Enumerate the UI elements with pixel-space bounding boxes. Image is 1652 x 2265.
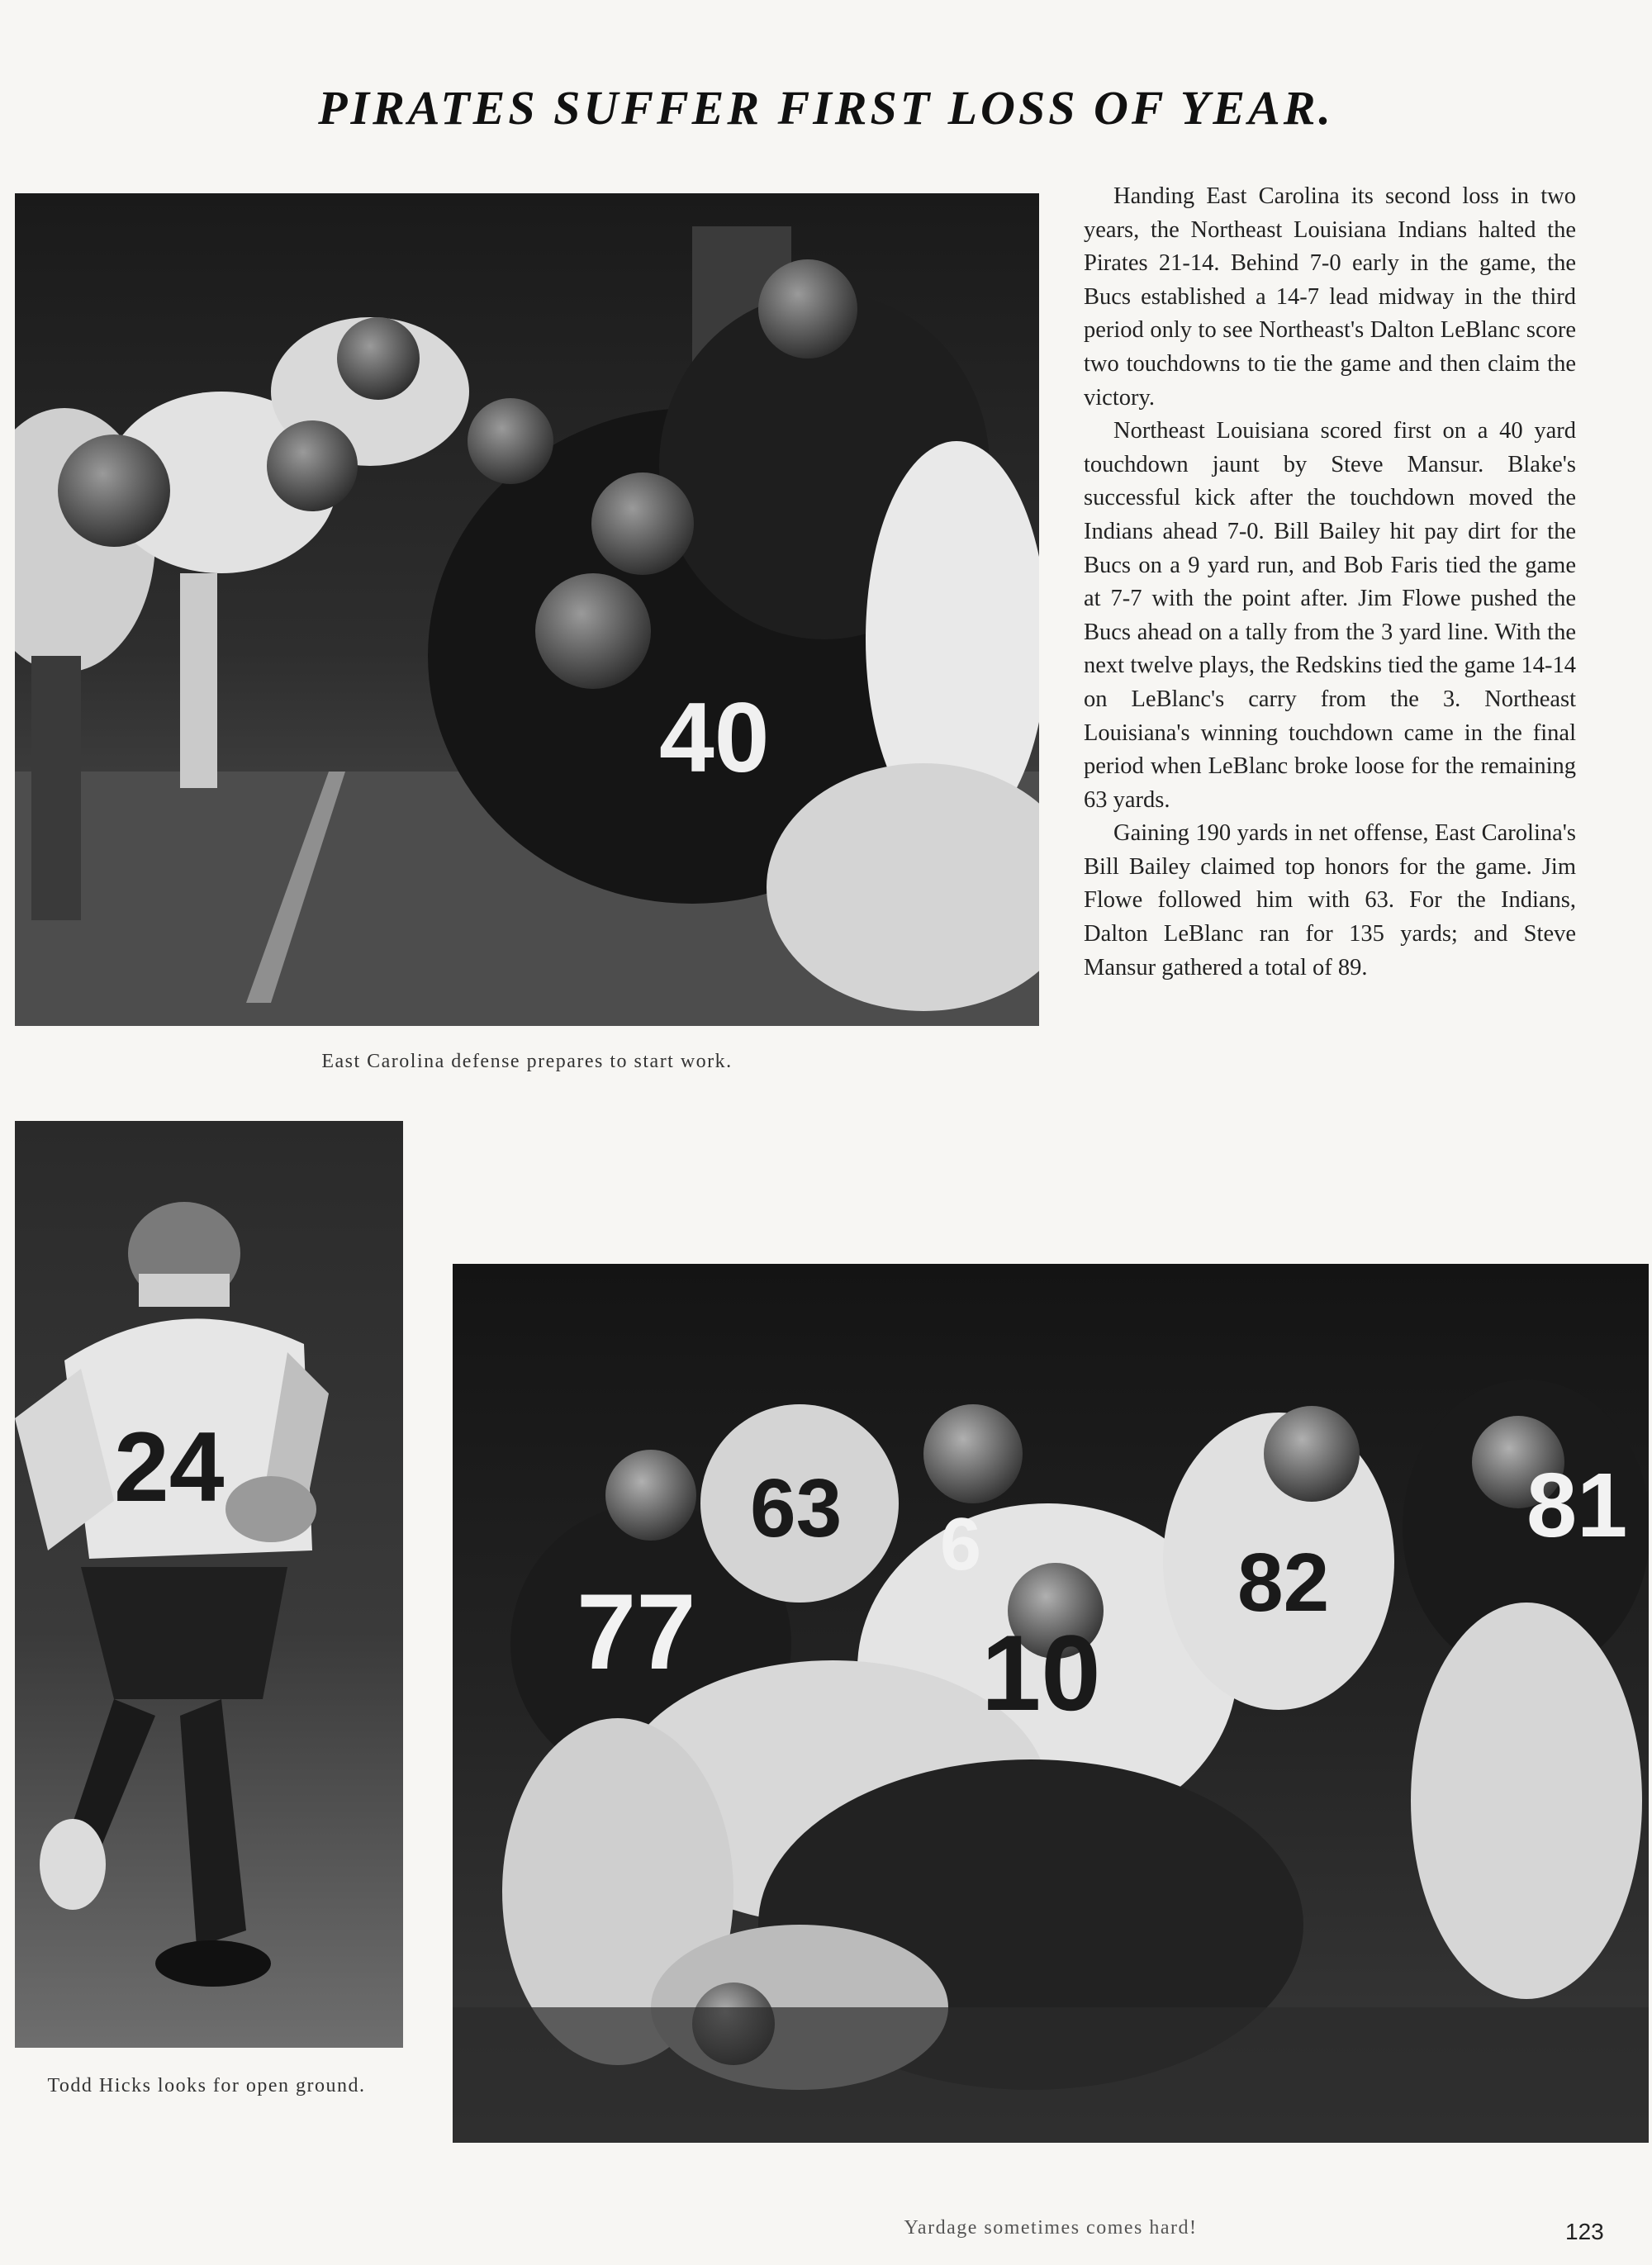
caption-defensive-line: East Carolina defense prepares to start work. — [321, 1051, 733, 1072]
page-number: 123 — [1565, 2219, 1604, 2244]
article-body — [1084, 180, 1576, 985]
jersey-number-10: 10 — [981, 1612, 1101, 1733]
jersey-number-40: 40 — [659, 682, 770, 793]
jersey-number-81: 81 — [1526, 1455, 1628, 1556]
photo-defensive-line — [15, 193, 1039, 1026]
caption-pileup: Yardage sometimes comes hard! — [904, 2217, 1198, 2239]
photo-todd-hicks — [15, 1121, 403, 2048]
jersey-number-6: 6 — [940, 1503, 982, 1586]
caption-todd-hicks: Todd Hicks looks for open ground. — [47, 2075, 366, 2096]
article-paragraph: Gaining 190 yards in net offense, East Carolina's Bill Bailey claimed top honors for the game. Jim Flowe followed him with 63. For the Indians, Dalton LeBlanc ran for 135 yards; and Steve Mansur gathered a total of 89. — [1084, 820, 1576, 981]
photo-pileup — [453, 1264, 1649, 2143]
jersey-number-77: 77 — [577, 1571, 696, 1692]
article-paragraph: Northeast Louisiana scored first on a 40 yard touchdown jaunt by Steve Mansur. Blake's successful kick after the touchdown moved the Indians ahead 7-0. Bill Bailey hit pay dirt for the Bucs on a 9 yard run, and Bob Faris tied the game at 7-7 with the point after. Jim Flowe pushed the Bucs ahead on a tally from the 3 yard line. With the next twelve plays, the Redskins tied the game 14-14 on LeBlanc's carry from the 3. Northeast Louisiana's winning touchdown came in the final period when LeBlanc broke loose for the remaining 63 yards. — [1084, 418, 1576, 813]
page-headline: PIRATES SUFFER FIRST LOSS OF YEAR. — [318, 80, 1334, 135]
article-paragraph: Handing East Carolina its second loss in two years, the Northeast Louisiana Indians halted the Pirates 21-14. Behind 7-0 early in the game, the Bucs established a 14-7 lead midway in the third period only to see Northeast's Dalton LeBlanc score two touchdowns to tie the game and then claim the victory. — [1084, 183, 1576, 411]
jersey-number-63: 63 — [750, 1462, 843, 1555]
jersey-number-82: 82 — [1237, 1536, 1330, 1629]
jersey-number-24: 24 — [114, 1412, 225, 1522]
